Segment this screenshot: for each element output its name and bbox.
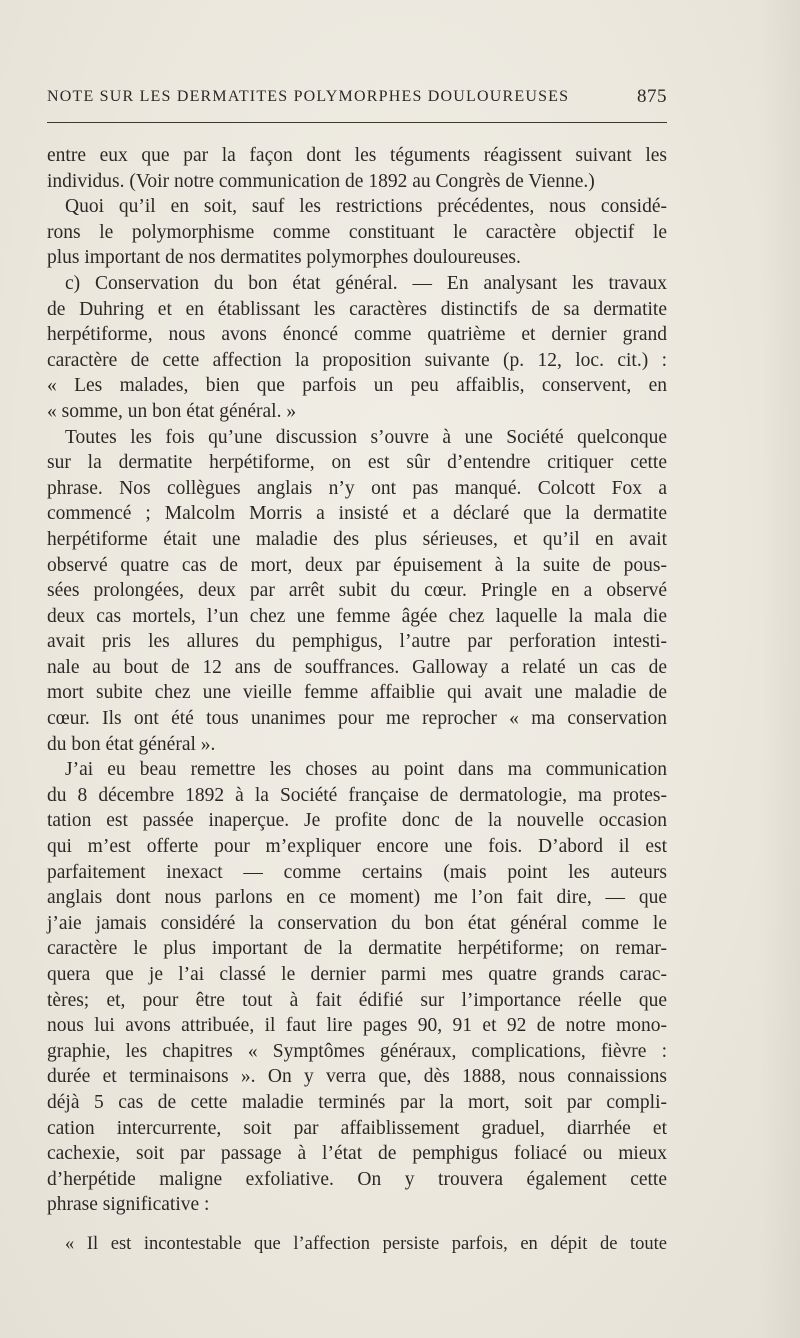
text-line: du 8 décembre 1892 à la Société française de dermatologie, ma protes- [47,784,667,806]
quoted-text-line: « Il est incontestable que l’affection persiste parfois, en dépit de toute [65,1233,667,1254]
page-number: 875 [637,86,667,107]
text-line: durée et terminaisons ». On y verra que, dès 1888, nous connaissions [47,1066,667,1088]
text-line: parfaitement inexact — comme certains (mais point les auteurs [47,861,667,883]
text-line: quera que je l’ai classé le dernier parmi mes quatre grands carac- [47,964,667,985]
text-line: phrase. Nos collègues anglais n’y ont pas manqué. Colcott Fox a [47,477,667,499]
text-line: deux cas mortels, l’un chez une femme âgée chez laquelle la mala die [47,605,667,627]
text-line: Quoi qu’il en soit, sauf les restrictions précédentes, nous considé- [65,196,667,218]
text-line: caractère le plus important de la dermatite herpétiforme; on remar- [47,938,667,960]
text-line: graphie, les chapitres « Symptômes généraux, complications, fièvre : [47,1040,667,1062]
text-line: d’herpétide maligne exfoliative. On y trouvera également cette [47,1168,667,1190]
running-head [47,86,667,110]
text-line: j’aie jamais considéré la conservation du bon état général comme le [47,912,667,934]
text-line: cœur. Ils ont été tous unanimes pour me reprocher « ma conservation [47,708,667,730]
text-line: phrase significative : [47,1194,210,1216]
page-edge-shadow [760,0,800,1338]
text-line: cation intercurrente, soit par affaiblissement graduel, diarrhée et [47,1117,667,1139]
text-line: nous lui avons attribuée, il faut lire pages 90, 91 et 92 de notre mono- [47,1015,667,1037]
text-line: « Les malades, bien que parfois un peu affaiblis, conservent, en [47,375,667,397]
text-line: de Duhring et en établissant les caractères distinctifs de sa dermatite [47,298,667,320]
running-title: NOTE SUR LES DERMATITES POLYMORPHES DOULOUREUSES [47,88,570,105]
text-line: J’ai eu beau remettre les choses au point dans ma communication [65,759,667,781]
text-line: du bon état général ». [47,733,216,755]
text-line: sées prolongées, deux par arrêt subit du cœur. Pringle en a observé [47,580,667,602]
text-line: rons le polymorphisme comme constituant le caractère objectif le [47,221,667,243]
header-rule [47,122,667,123]
text-line: observé quatre cas de mort, deux par épuisement à la suite de pous- [47,554,667,576]
text-line: Toutes les fois qu’une discussion s’ouvre à une Société quelconque [65,426,667,448]
text-line: nale au bout de 12 ans de souffrances. Galloway a relaté un cas de [47,656,667,678]
text-line: anglais dont nous parlons en ce moment) me l’on fait dire, — que [47,887,667,909]
text-line: « somme, un bon état général. » [47,400,297,422]
text-line: mort subite chez une vieille femme affaiblie qui avait une maladie de [47,682,667,704]
text-line: commencé ; Malcolm Morris a insisté et a déclaré que la dermatite [47,503,667,525]
text-line: herpétiforme, nous avons énoncé comme quatrième et dernier grand [47,324,667,346]
text-line: c) Conservation du bon état général. — En analysant les travaux [65,272,667,294]
text-line: qui m’est offerte pour m’expliquer encore une fois. D’abord il est [47,836,667,858]
text-line: tation est passée inaperçue. Je profite donc de la nouvelle occasion [47,810,667,832]
text-line: tères; et, pour être tout à fait édifié sur l’importance réelle que [47,989,667,1011]
text-line: herpétiforme était une maladie des plus sérieuses, et qu’il en avait [47,528,667,550]
text-line: sur la dermatite herpétiforme, on est sûr d’entendre critiquer cette [47,452,667,474]
block-gap [47,1218,667,1232]
text-line: déjà 5 cas de cette maladie terminés par la mort, soit par compli- [47,1091,667,1113]
text-line: avait pris les allures du pemphigus, l’autre par perforation intesti- [47,631,667,653]
text-line: caractère de cette affection la proposition suivante (p. 12, loc. cit.) : [47,349,667,371]
text-line: entre eux que par la façon dont les téguments réagissent suivant les [47,145,667,166]
text-line: cachexie, soit par passage à l’état de pemphigus foliacé ou mieux [47,1143,667,1165]
text-line: individus. (Voir notre communication de 1892 au Congrès de Vienne.) [47,170,595,192]
body-text [47,143,667,1258]
text-line: plus important de nos dermatites polymorphes douloureuses. [47,247,521,269]
